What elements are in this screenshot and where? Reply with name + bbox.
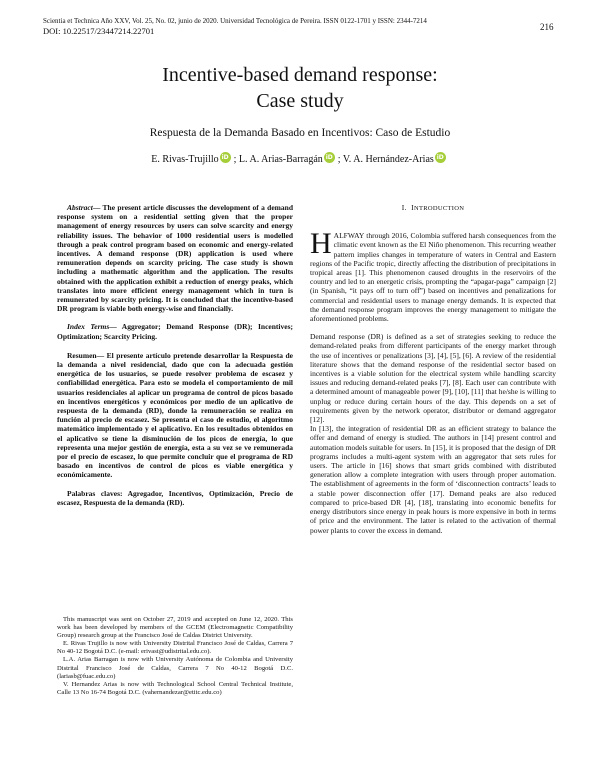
right-column	[310, 203, 556, 535]
page-number: 216	[540, 22, 554, 32]
footnote-author-2: L.A. Arias Barragan is now with University Autónoma de Colombia and University Distrital Francisco José de Caldas, Carrera 7 No 40-12 Bogotá D.C. (lariasb@fuac.edu.co)	[57, 656, 293, 680]
resumen-label: Resumen—	[67, 350, 105, 360]
footnote-manuscript: This manuscript was sent on October 27, 2019 and accepted on June 12, 2020. This work has been developed by members of the GCEM (Electromagnetic Compatibility Group) research group at the Francisco José de Caldas District University.	[57, 616, 293, 640]
author-2: ; L. A. Arias-Barragán	[233, 154, 323, 165]
journal-citation: Scientia et Technica Año XXV, Vol. 25, No. 02, junio de 2020. Universidad Tecnológica de Pereira. ISSN 0122-1701 y ISSN: 2344-7214	[43, 17, 427, 25]
intro-paragraph-3: In [13], the integration of residential DR as an efficient strategy to balance the offer and demand of energy is studied. The authors in [14] present control and automation models suitable for users. In [15], it is proposed that the design of DR programs includes a multi-agent system with an aggregator that sets rules for users. The article in [16] shows that smart grids combined with distributed generation allow a complete integration with users through proper automation. The establishment of agreements in the form of ‘disconnection contracts’ leads to a stable power disconnection offer [17]. Demand peaks are also reduced compared to price-based DR [4], [18], translating into economic benefits for energy distributors since energy in peak hours is more expensive in both in terms of price and the environment. The latter is related to the activation of thermal power plants to cover the excess in demand.	[310, 424, 556, 535]
abstract	[57, 203, 293, 313]
index-terms-label: Index Terms	[67, 322, 110, 332]
paper-subtitle: Respuesta de la Demanda Basado en Incentivos: Caso de Estudio	[149, 127, 451, 139]
orcid-icon[interactable]: iD	[221, 154, 229, 161]
intro-paragraph-2: Demand response (DR) is defined as a set of strategies seeking to reduce the demand-related peaks from different participants of the energy market through the use of incentives or penalizations [3], [4], [5], [6]. A review of the residential literature shows that the demand response of the residential sector based on incentives is a viable solution for the electrical system while handling scarcity issues and reducing demand-related peaks [7], [8]. Each user can contribute with a determined amount of manageable power [9], [10], [11] that he/she is willing to unplug or reduce during certain hours of the day. This depends on a set of requirements given by the network operator, distributor or demand aggregator [12].	[310, 332, 556, 425]
journal-header	[43, 17, 543, 36]
footnote-author-1: E. Rivas Trujillo is now with University Distrital Francisco José de Caldas, Carrera 7 No 40-12 Bogotá D.C. (e-mail: erivast@udistrital.edu.co).	[57, 640, 293, 656]
orcid-icon[interactable]: iD	[436, 154, 444, 161]
intro-paragraph-1	[310, 227, 556, 324]
footnotes	[57, 616, 293, 697]
resumen-text: El presente artículo pretende desarrollar la Respuesta de la demanda a nivel residencial, dado que con la adecuada gestión energética de los usuarios, se puede resolver problema de escasez y confiabilidad energética. Para esto se modela el comportamiento de mil usuarios residenciales al aplicar un programa de control de picos basado en incentivos energéticos y económicos por medio de un aplicativo de respuesta de la demanda (RD), donde la remuneración se realiza en función al precio de escasez. Se presenta el caso de estudio, el algoritmo matemático implementado y el aplicativo. En los resultados obtenidos en el aplicativo se tiene la disminución de los picos de energía, lo que representa una mejor gestión de energía, esta a su vez se ve remunerada por el precio de escasez, lo que permite concluir que el programa de RD basado en incentivos de control de picos es viable energética y económicamente.	[57, 350, 293, 480]
author-list	[0, 152, 600, 165]
section-title-initial: I	[411, 203, 414, 212]
abstract-label: Abstract—	[67, 203, 101, 212]
title-line-2: Case study	[256, 90, 344, 112]
section-number: I.	[401, 203, 407, 212]
index-terms	[57, 322, 293, 340]
palabras-label: Palabras claves:	[67, 488, 123, 498]
orcid-icon[interactable]: iD	[325, 154, 333, 161]
section-title-rest: NTRODUCTION	[413, 205, 465, 212]
author-1: E. Rivas-Trujillo	[151, 154, 219, 165]
left-column	[57, 203, 293, 507]
abstract-text: The present article discusses the development of a demand response system on a residential setting given that the proper management of energy resources by users can solve scarcity and energy reliability issues. The behavior of 1000 residential users is modelled through a peak control program based on economic and energy-related incentives. A demand response (DR) application is used where remuneration depends on scarcity pricing. The case study is shown including a mathematic algorithm and the application. The results obtained with the application exhibit a reduction of energy peaks, which translates into more efficient energy management which in turn is remunerated by scarcity pricing. It is concluded that the incentive-based DR program is viable both energy-wise and financially.	[57, 203, 293, 314]
author-3: ; V. A. Hernández-Arias	[337, 154, 434, 165]
lead-word: ALFWAY	[333, 231, 365, 241]
index-terms-text: — Aggregator; Demand Response (DR); Incentives; Optimization; Scarcity Pricing.	[57, 322, 293, 341]
palabras-claves	[57, 489, 293, 507]
dropcap-letter: H	[310, 227, 332, 261]
paper-title	[0, 62, 600, 114]
section-heading-introduction	[310, 203, 556, 213]
footnote-author-3: V. Hernandez Arias is now with Technological School Central Technical Institute, Calle 13 No 16-74 Bogotá D.C. (vahernandezar@etitc.edu.co)	[57, 680, 293, 696]
intro-p1-text: through 2016, Colombia suffered harsh consequences from the climatic event known as the El Niño phenomenon. This recurring weather pattern implies changes in temperature of waters in Central and Eastern regions of the Pacific tropic, directly affecting the distribution of precipitations in tropical areas [1]. This phenomenon caused droughts in the reservoirs of the country and led to an energetic crisis, prompting the “apagar-paga” campaign [2] (in Spanish, “it pays off to turn off”) based on incentives and penalizations for commercial and residential users to manage energy demands. It is expected that the demand response program improves the energy management to mitigate the aforementioned problems.	[310, 231, 556, 324]
doi[interactable]: DOI: 10.22517/23447214.22701	[43, 25, 155, 36]
palabras-text: Agregador, Incentivos, Optimización, Precio de escasez, Respuesta de la demanda (RD).	[57, 488, 293, 507]
title-line-1: Incentive-based demand response:	[162, 64, 438, 86]
resumen	[57, 351, 293, 480]
